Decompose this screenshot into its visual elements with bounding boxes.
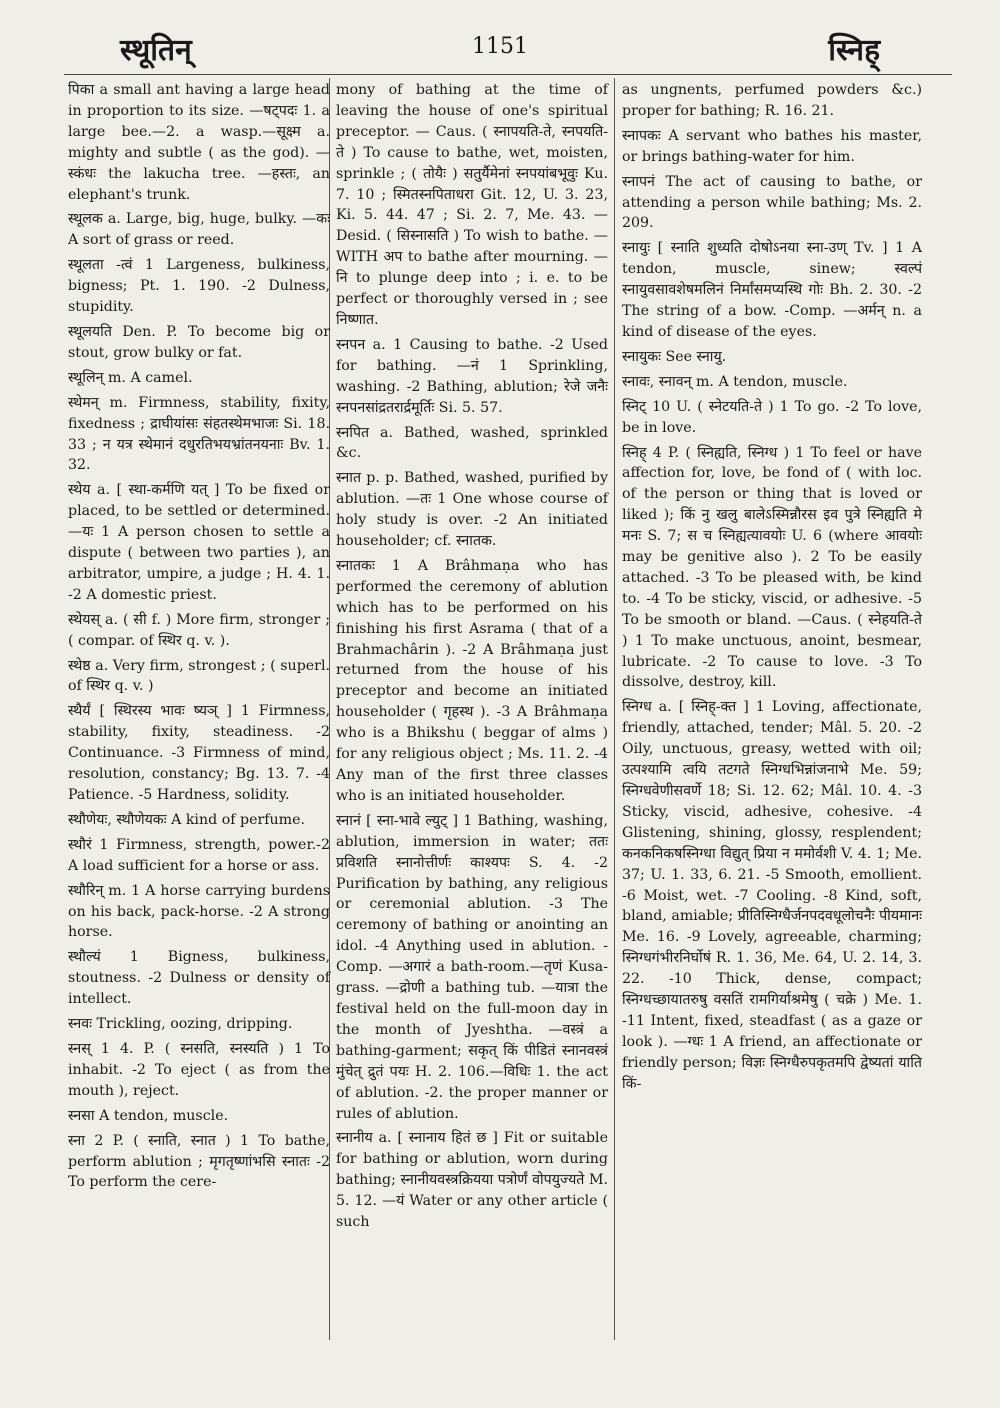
entry-text: स्नात p. p. Bathed, washed, purified by ablution. —तः 1 One whose course of holy study is over. -2 An initiated householder; cf. स्नातक. [336, 470, 608, 550]
dictionary-entry [68, 209, 330, 251]
dictionary-entry [622, 372, 922, 393]
dictionary-entry [336, 811, 608, 1125]
dictionary-entry [622, 126, 922, 168]
dictionary-entry [68, 1131, 330, 1194]
guide-word-left: स्थूतिन् [120, 33, 192, 68]
entry-text: स्नानं [ स्ना-भावे ल्युट् ] 1 Bathing, washing, ablution, immersion in water; ततः प्रविशति स्नानोत्तीर्णः काश्यपः S. 4. -2 Purification by bathing, any religious or ceremonial ablution. -3 The ceremony of bathing or anointing an idol. -4 Anything used in ablution. -Comp. —अगारं a bath-room.—तृणं Kusa-grass. —द्रोणी a bathing tub. —यात्रा the festival held on the full-moon day in the month of Jyeshtha. —वस्त्रं a bathing-garment; सकृत् किं पीडितं स्नानवस्त्रं मुंचेत् द्रुतं पयः H. 2. 106.—विधिः 1. the act of ablution. -2. the proper manner or rules of ablution. [336, 812, 608, 1122]
entry-text: mony of bathing at the time of leaving the house of one's spiritual preceptor. — Caus. ( स्नापयति-ते, स्नपयति-ते ) To cause to bathe, wet, moisten, sprinkle ; ( तोयैः ) सतुर्यैमेनां स्नपयांबभूवुः Ku. 7. 10 ; स्मितस्नपिताधरा Git. 12, U. 3. 23, Ki. 5. 44. 47 ; Si. 2. 7, Me. 43. —Desid. ( सिस्नासति ) To wish to bathe. —WITH अप to bathe after mourning. —नि to plunge deep into ; i. e. to be perfect or thoroughly versed in ; see निष्णात. [336, 82, 608, 328]
column-3 [622, 80, 922, 1099]
dictionary-entry [336, 80, 608, 331]
dictionary-entry [68, 1106, 330, 1127]
dictionary-entry [68, 947, 330, 1010]
entry-text: स्निह् 4 P. ( स्निह्यति, स्निग्ध ) 1 To feel or have affection for, love, be fond of ( with loc. of the person or thing that is loved or liked ); किं नु खलु बालेऽस्मिन्नौरस इव पुत्रे स्निह्यति मे मनः S. 7; स च स्निह्यत्यावयोः U. 6 (where आवयोः may be genitive also ). 2 To be easily attached. -3 To be pleased with, be kind to. -4 To be sticky, viscid, or adhesive. -5 To be smooth or bland. —Caus. ( स्नेहयति-ते ) 1 To make unctuous, anoint, besmear, lubricate. -2 To cause to love. -3 To dissolve, destroy, kill. [622, 444, 922, 691]
entry-text: स्निग्ध a. [ स्निह्-क्त ] 1 Loving, affectionate, friendly, attached, tender; Mâl. 5. 20. -2 Oily, unctuous, greasy, wetted with oil; उत्पश्यामि त्वयि तटगते स्निग्धभिन्नांजनाभे Me. 59; स्निग्धवेणीसवर्णे 18; Si. 12. 62; Mâl. 10. 4. -3 Sticky, viscid, adhesive, cohesive. -4 Glistening, shining, glossy, resplendent; कनकनिकषस्निग्धा विद्युत् प्रिया न ममोर्वशी V. 4. 1; Me. 37; U. 1. 33, 6. 21. -5 Smooth, emollient. -6 Moist, wet. -7 Cooling. -8 Kind, soft, bland, amiable; प्रीतिस्निग्धैर्जनपदवधूलोचनैः पीयमानः Me. 16. -9 Lovely, agreeable, charming; स्निग्धगंभीरनिर्घोषं R. 1. 36, Me. 64, U. 2. 14, 3. 22. -10 Thick, dense, compact; स्निग्धच्छायातरुषु वसतिं रामगिर्याश्रमेषु ( चक्रे ) Me. 1. -11 Intent, fixed, steadfast ( as a gaze or look ). —ग्धः 1 A friend, an affectionate or friendly person; विज्ञः स्निग्धैरुपकृतमपि द्वेष्यतां याति किं- [622, 699, 922, 1092]
entry-text: स्थूलयति Den. P. To become big or stout, grow bulky or fat. [68, 323, 330, 361]
entry-text: स्नानीय a. [ स्नानाय हितं छ ] Fit or suitable for bathing or ablution, worn during bathing; स्नानीयवस्त्रक्रियया पत्रोर्णं वोपयुज्यते M. 5. 12. —यं Water or any other article ( such [336, 1130, 608, 1231]
dictionary-entry [68, 368, 330, 389]
dictionary-entry [68, 656, 330, 698]
dictionary-entry [336, 468, 608, 552]
page-number: 1151 [472, 34, 528, 59]
entry-text: स्निट् 10 U. ( स्नेटयति-ते ) 1 To go. -2 To love, be in love. [622, 398, 922, 436]
dictionary-entry [68, 835, 330, 877]
entry-text: स्नापनं The act of causing to bathe, or attending a person while bathing; Ms. 2. 209. [622, 173, 922, 232]
running-head [60, 28, 940, 72]
entry-text: as ungnents, perfumed powders &c.) proper for bathing; R. 16. 21. [622, 82, 922, 119]
entry-text: स्नपित a. Bathed, washed, sprinkled &c. [336, 424, 608, 462]
dictionary-entry [68, 701, 330, 806]
entry-text: स्थेमन् m. Firmness, stability, fixity, fixedness ; द्राघीयांसः संहतस्थेमभाजः Si. 18. 33 ; न यत्र स्थेमानं दधुरतिभयभ्रांतनयनाः Bv. 1. 32. [68, 394, 330, 474]
dictionary-entry [336, 1128, 608, 1233]
dictionary-entry [68, 1014, 330, 1035]
dictionary-entry [622, 443, 922, 694]
entry-text: स्नपन a. 1 Causing to bathe. -2 Used for bathing. —नं 1 Sprinkling, washing. -2 Bathing, ablution; रेजे जनैः स्नपनसांद्रतरार्द्रमूर्तिः Si. 5. 57. [336, 336, 608, 416]
entry-text: स्नवः Trickling, oozing, dripping. [68, 1016, 293, 1033]
column-divider [614, 78, 615, 1340]
column-2 [336, 80, 608, 1237]
dictionary-entry [68, 393, 330, 477]
dictionary-entry [622, 238, 922, 343]
dictionary-entry [622, 397, 922, 439]
dictionary-entry [336, 556, 608, 807]
entry-text: स्थूलक a. Large, big, huge, bulky. —कः A sort of grass or reed. [68, 211, 330, 249]
dictionary-entry [336, 423, 608, 465]
dictionary-entry [336, 335, 608, 419]
entry-text: स्नसा A tendon, muscle. [68, 1107, 229, 1124]
entry-text: स्ना 2 P. ( स्नाति, स्नात ) 1 To bathe, perform ablution ; मृगतृष्णांभसि स्नातः -2 To perform the cere- [68, 1132, 330, 1191]
entry-text: स्नातकः 1 A Brâhmaṇa who has performed the ceremony of ablution which has to be performed on his finishing his first Asrama ( that of a Brahmachârin ). -2 A Brâhmaṇa just returned from the house of his preceptor and become an initiated householder ( गृहस्थ ). -3 A Brâhmaṇa who is a Bhikshu ( beggar of alms ) for any religious object ; Ms. 11. 2. -4 Any man of the first three classes who is an initiated householder. [336, 557, 608, 804]
dictionary-entry [68, 610, 330, 652]
header-rule [64, 74, 952, 75]
dictionary-entry [622, 697, 922, 1094]
entry-text: स्नस् 1 4. P. ( स्नसति, स्नस्यति ) 1 To inhabit. -2 To eject ( as from the mouth ), reject. [68, 1040, 330, 1099]
dictionary-entry [68, 80, 330, 205]
dictionary-entry [68, 881, 330, 944]
dictionary-entry [68, 322, 330, 364]
entry-text: स्थौरिन् m. 1 A horse carrying burdens on his back, pack-horse. -2 A strong horse. [68, 882, 330, 941]
dictionary-entry [68, 810, 330, 831]
entry-text: स्नायुकः See स्नायु. [622, 348, 727, 365]
entry-text: स्थूलिन् m. A camel. [68, 369, 193, 386]
entry-text: स्थेयस् a. ( सी f. ) More firm, stronger ; ( compar. of स्थिर q. v. ). [68, 611, 330, 649]
entry-text: स्थेय a. [ स्था-कर्मणि यत् ] To be fixed or placed, to be settled or determined.—यः 1 A person chosen to settle a dispute ( between two parties ), an arbitrator, umpire, a judge ; H. 4. 1. -2 A domestic priest. [68, 482, 330, 603]
entry-text: स्थौरं 1 Firmness, strength, power.-2 A load sufficient for a horse or ass. [68, 836, 330, 874]
entry-text: स्नापकः A servant who bathes his master, or brings bathing-water for him. [622, 127, 922, 165]
entry-text: स्थौल्यं 1 Bigness, bulkiness, stoutness. -2 Dulness or density of intellect. [68, 949, 330, 1008]
dictionary-entry [68, 480, 330, 605]
guide-word-right: स्निह् [828, 33, 880, 68]
entry-text: स्थूलता -त्वं 1 Largeness, bulkiness, bigness; Pt. 1. 190. -2 Dulness, stupidity. [68, 257, 330, 316]
entry-text: स्थौणेयः, स्थौणेयकः A kind of perfume. [68, 811, 306, 828]
dictionary-entry [68, 1039, 330, 1102]
entry-text: स्नायुः [ स्नाति शुध्यति दोषोऽनया स्ना-उण् Tv. ] 1 A tendon, muscle, sinew; स्वल्पं स्नायुवसावशेषमलिनं निर्मांसमप्यस्थि गोः Bh. 2. 30. -2 The string of a bow. -Comp. —अर्मन् n. a kind of disease of the eyes. [622, 240, 922, 340]
entry-text: पिका a small ant having a large head in proportion to its size. —षट्पदः 1. a large bee.—2. a wasp.—सूक्ष्म a. mighty and subtle ( as the god). —स्कंधः the lakucha tree. —हस्तः, an elephant's trunk. [68, 82, 330, 203]
dictionary-entry [68, 255, 330, 318]
entry-text: स्थैर्यं [ स्थिरस्य भावः ष्यञ् ] 1 Firmness, stability, fixity, steadiness. -2 Continuance. -3 Firmness of mind, resolution, constancy; Bg. 13. 7. -4 Patience. -5 Hardness, solidity. [68, 703, 330, 803]
column-1 [68, 80, 330, 1197]
dictionary-entry [622, 172, 922, 235]
entry-text: स्थेष्ठ a. Very firm, strongest ; ( superl. of स्थिर q. v. ) [68, 657, 330, 695]
dictionary-entry [622, 80, 922, 122]
dictionary-entry [622, 347, 922, 368]
entry-text: स्नावः, स्नावन् m. A tendon, muscle. [622, 373, 848, 390]
